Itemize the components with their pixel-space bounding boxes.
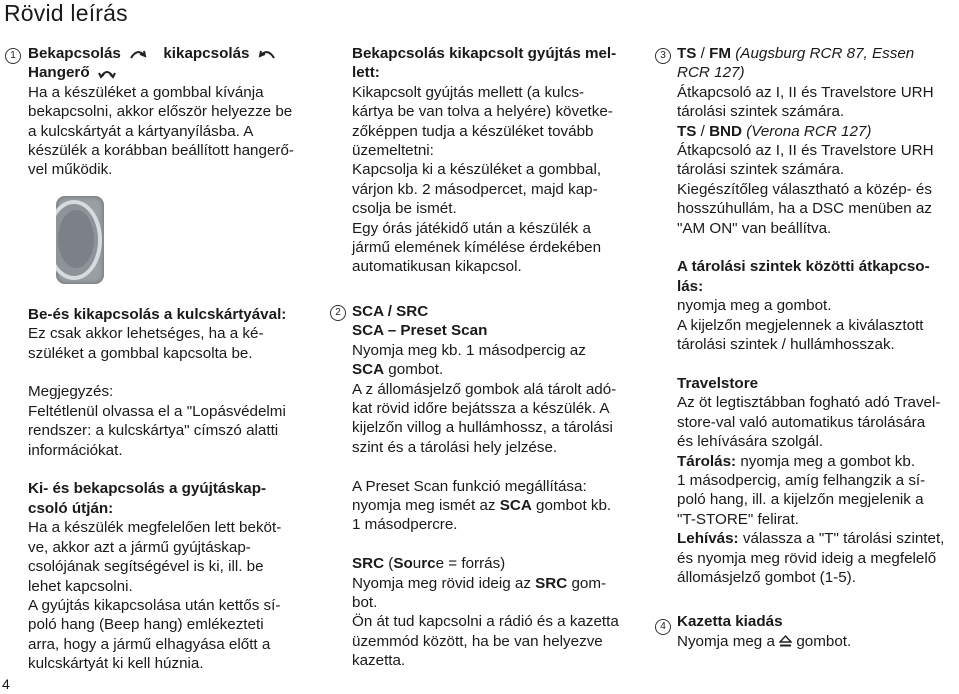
keycard-section: Be-és kikapcsolás a kulcskártyával: Ez csak akkor lehetséges, ha a ké- szüléket a gombbal kapcsolta be. [28,305,313,363]
ignition-off-section: Bekapcsolás kikapcsolt gyújtás mel- lett: Kikapcsolt gyújtás mellett (a kulcs- kártya be van tolva a helyére) követke- zőképpen tudja a készüléket tovább üzemeltetni: Kapcsolja ki a készüléket a gombbal, várjon kb. 2 másodpercet, majd kap- csolja be ismét. Egy órás játékidő után a készülék a jármű elemének kímélése érdekében automatikusan kikapcsol. [352,45,617,276]
cassette-eject-heading: Kazetta kiadás [677,613,783,631]
src-definition: SRC (Source = forrás) [352,555,506,573]
page-number: 4 [2,676,10,692]
ts-bnd-heading: TS / BND (Verona RCR 127) [677,122,872,140]
note-section: Megjegyzés: Feltétlenül olvassa el a "Lopásvédelmi rendszer: a kulcskártya" címszó alatti információkat. [28,383,286,459]
power-off-label: kikapcsolás [163,45,250,62]
cassette-eject-section: Kazetta kiadás Nyomja meg a gombot. [677,612,959,651]
step-number-3: 3 [655,48,671,64]
keycard-title: Be-és kikapcsolás a kulcskártyával: [28,305,287,323]
travelstore-heading: Travelstore [677,374,759,392]
sca-src-heading: SCA / SRC [352,302,429,320]
ts-fm-heading: TS / FM (Augsburg RCR 87, Essen [677,45,915,62]
preset-scan-heading: SCA – Preset Scan [352,322,488,340]
power-on-label: Bekapcsolás [28,45,121,62]
page-title: Rövid leírás [4,0,128,26]
rotate-both-icon [98,66,116,80]
volume-heading [28,63,313,82]
step-number-1: 1 [5,48,21,64]
sca-src-section: SCA / SRC SCA – Preset Scan Nyomja meg kb. 1 másodpercig az SCA gombot. A z állomásjelző gombok alá tárolt adó- kat rövid időre bejátssza a készülék. A kijelzőn villog a hullámhossz, a tárolási szint és a tárolási hely jelzése. A Preset Scan funkció megállítása: nyomja meg ismét az SCA gombot kb. 1 másodpercre. SRC (Source = forrás) Nyomja meg rövid ideig az SRC gom- bot. Ön át tud kapcsolni a rádió és a kazetta üzemmód között, ha be van helyezve kazetta. [352,302,637,671]
level-switch-section: A tárolási szintek közötti átkapcso- lás: nyomja meg a gombot. A kijelzőn megjelennek a kiválasztott tárolási szintek / hullámhosszak. [677,258,930,354]
power-text: Ha a készüléket a gombbal kívánja bekapcsolni, akkor először helyezze be a kulcskártyát a kártyanyílásba. A készülék a korábban beállított hangerő- vel működik. [28,83,294,179]
step-number-2: 2 [330,305,346,321]
step-number-4: 4 [655,619,671,635]
rotate-left-icon [258,47,276,61]
middle-column [352,44,637,671]
left-column [28,44,313,674]
eject-icon [779,635,792,648]
right-column: TS / FM (Augsburg RCR 87, Essen RCR 127) Átkapcsoló az I, II és Travelstore URH tárolási szintek számára. TS / BND (Verona RCR 127) Átkapcsoló az I, II és Travelstore URH tárolási szintek számára. Kiegészítőleg választható a közép- és hosszúhullám, ha a DSC menüben az "AM ON" van beállítva. A tárolási szintek közötti átkapcso- lás: nyomja meg a gombot. A kijelzőn megjelennek a kiválasztott tárolási szintek / hullámhosszak. Travelstore Az öt legtisztábban fogható adó Travel- store-val való automatikus tárolására és lehívására szolgál. Tárolás: nyomja meg a gombot kb. 1 másodpercig, amíg felhangzik a sí- poló hang, ill. a kijelzőn megjelenik a "T-STORE" felirat. Lehívás: válassza a "T" tárolási szintet, és nyomja meg rövid ideig a megfelelő állomásjelző gombot (1-5). Kazetta kiadás Nyomja meg a gombot. [677,44,959,651]
travelstore-section: Travelstore Az öt legtisztábban fogható adó Travel- store-val való automatikus tárolására és lehívására szolgál. Tárolás: nyomja meg a gombot kb. 1 másodpercig, amíg felhangzik a sí- poló hang, ill. a kijelzőn megjelenik a "T-STORE" felirat. Lehívás: válassza a "T" tárolási szintet, és nyomja meg rövid ideig a megfelelő állomásjelző gombot (1-5). [677,374,959,587]
volume-knob-image [56,196,104,284]
power-heading [28,44,313,63]
volume-label: Hangerő [28,64,90,82]
rotate-right-icon [129,47,147,61]
ignition-section: Ki- és bekapcsolás a gyújtáskap- csoló útján: Ha a készülék megfelelően lett beköt- ve, akkor azt a jármű gyújtáskap- csolójának segítségével is ki, ill. be lehet kapcsolni. A gyújtás kikapcsolása után kettős sí- poló hang (Beep hang) emlékezteti arra, hogy a jármű elhagyása előtt a kulcskártyát ki kell húznia. [28,480,282,673]
